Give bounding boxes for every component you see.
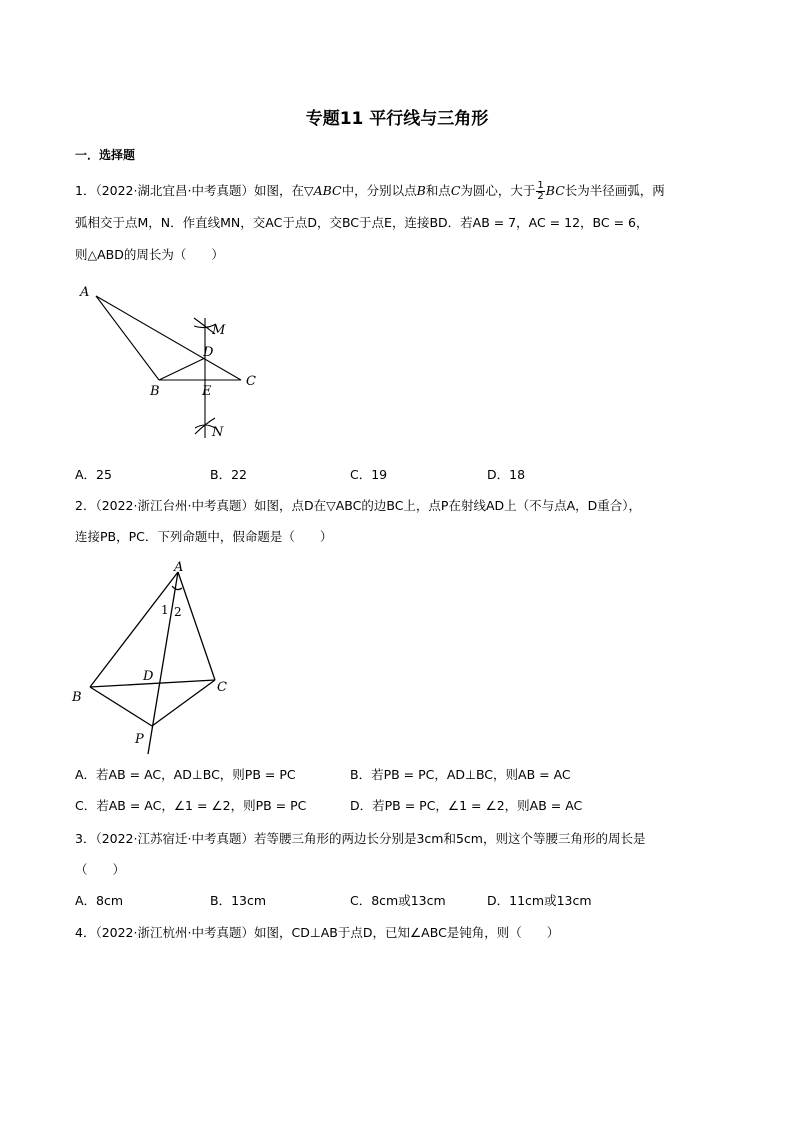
q1-label-e: E [202,384,212,399]
q1-option-c: C．19 [350,467,388,482]
q1-fraction [536,181,544,202]
q3-option-a: A．8cm [75,893,124,908]
q1-line1-c: 为圆心，大于 [460,183,536,198]
q3-line2: （ ） [75,862,126,877]
q1-segment-bc: BC [545,183,565,198]
q1-triangle-label: ▽ABC [303,183,342,198]
q1-option-a: A．25 [75,467,112,482]
q3-option-d: D．11cm或13cm [487,893,592,908]
q2-option-c: C．若AB = AC，∠1 = ∠2，则PB = PC [75,798,307,813]
q2-line2: 连接PB，PC．下列命题中，假命题是（ ） [75,529,333,544]
q1-line1 [75,181,665,202]
q2-label-d: D [143,669,154,684]
q1-point-c: C [450,183,461,198]
q2-option-d: D．若PB = PC，∠1 = ∠2，则AB = AC [350,798,583,813]
q2-label-a: A [174,560,184,575]
q1-line2: 弧相交于点M，N．作直线MN，交AC于点D，交BC于点E，连接BD．若AB = 7，AC = 12，BC = 6， [75,215,649,230]
q2-option-a: A．若AB = AC，AD⊥BC，则PB = PC [75,767,296,782]
q2-figure [70,556,240,756]
q1-label-a: A [80,285,90,300]
q1-label-n: N [212,425,224,440]
section-heading: 一．选择题 [75,148,136,162]
page-title: 专题11 平行线与三角形 [305,109,489,129]
q2-line1: 2．（2022·浙江台州·中考真题）如图，点D在▽ABC的边BC上，点P在射线AD上（不与点A，D重合）， [75,498,642,513]
q1-line1-b: 和点 [425,183,451,198]
q1-option-d: D．18 [487,467,526,482]
q1-label-c: C [246,374,256,389]
q2-label-angle-1: 1 [161,603,169,617]
q1-line1-post: 长为半径画弧，两 [564,183,665,198]
q3-line1: 3．（2022·江苏宿迁·中考真题）若等腰三角形的两边长分别是3cm和5cm，则这个等腰三角形的周长是 [75,831,646,846]
q1-point-b: B [416,183,426,198]
q3-option-c: C．8cm或13cm [350,893,446,908]
q1-line1-pre: 1．（2022·湖北宜昌·中考真题）如图，在 [75,183,304,198]
q2-label-b: B [72,690,82,705]
q2-label-p: P [135,732,144,747]
q1-frac-num: 1 [537,180,544,191]
q1-line3: 则△ABD的周长为（ ） [75,247,224,262]
q1-label-m: M [212,323,226,338]
q2-label-c: C [217,680,227,695]
q4-line1: 4．（2022·浙江杭州·中考真题）如图，CD⊥AB于点D，已知∠ABC是钝角，则（ ） [75,925,560,940]
q1-label-d: D [203,345,214,360]
q2-label-angle-2: 2 [174,605,182,619]
q1-option-b: B．22 [210,467,247,482]
q1-line1-mid: 中，分别以点 [341,183,417,198]
q2-option-b: B．若PB = PC，AD⊥BC，则AB = AC [350,767,571,782]
q3-option-b: B．13cm [210,893,267,908]
q1-frac-den: 2 [537,191,544,202]
q1-label-b: B [150,384,160,399]
q1-figure [75,282,275,442]
